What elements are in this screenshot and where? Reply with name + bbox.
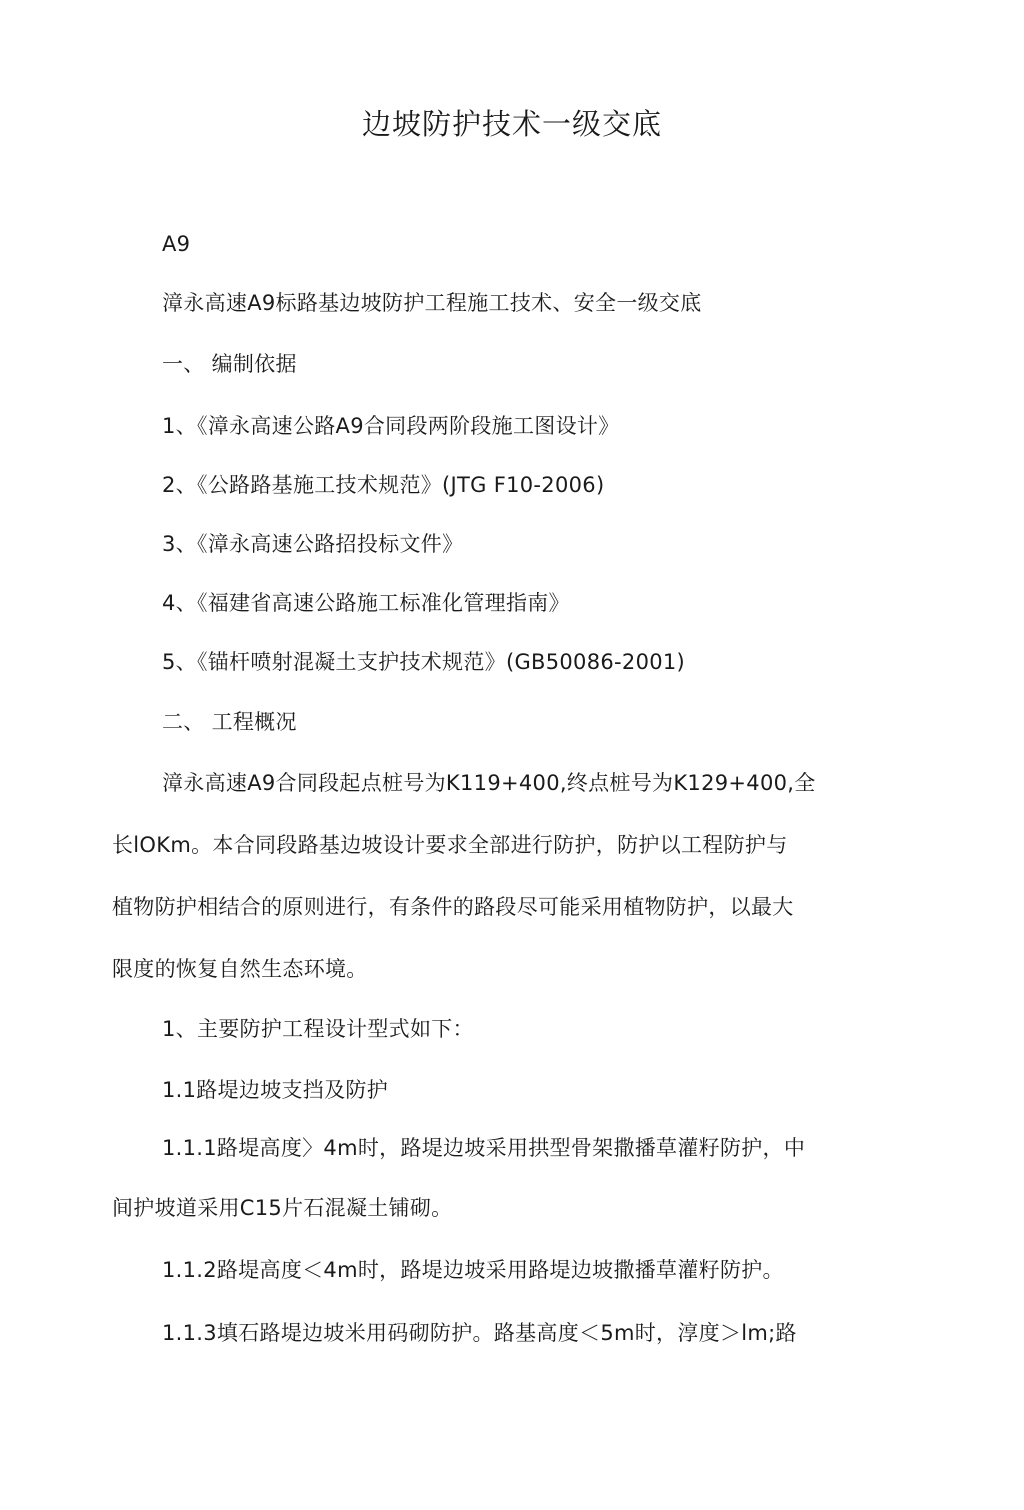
- basis-item-5: 5、《锚杆喷射混凝土支护技术规范》(GB50086-2001): [162, 650, 686, 674]
- document-title: 边坡防护技术一级交底: [361, 107, 662, 141]
- overview-paragraph-line-3: 植物防护相结合的原则进行，有条件的路段尽可能采用植物防护，以最大: [112, 895, 794, 919]
- heading-overview: 二、 工程概况: [162, 710, 297, 734]
- basis-item-4: 4、《福建省高速公路施工标准化管理指南》: [162, 591, 570, 615]
- overview-paragraph-line-4: 限度的恢复自然生态环境。: [112, 957, 368, 981]
- overview-paragraph-line-1: 漳永高速A9合同段起点桩号为K119+400,终点桩号为K129+400,全: [162, 771, 816, 795]
- overview-paragraph-line-2: 长lOKm。本合同段路基边坡设计要求全部进行防护，防护以工程防护与: [112, 833, 788, 857]
- heading-embankment-slope: 1.1路堤边坡支挡及防护: [162, 1078, 388, 1102]
- basis-item-1: 1、《漳永高速公路A9合同段两阶段施工图设计》: [162, 414, 620, 438]
- clause-1-1-3: 1.1.3填石路堤边坡米用码砌防护。路基高度＜5m时，淳度＞lm;路: [162, 1321, 797, 1345]
- document-subtitle: 漳永高速A9标路基边坡防护工程施工技术、安全一级交底: [162, 291, 702, 315]
- clause-1-1-1-line-1: 1.1.1路堤高度〉4m时，路堤边坡采用拱型骨架撒播草灌籽防护，中: [162, 1136, 806, 1160]
- heading-basis: 一、 编制依据: [162, 352, 297, 376]
- heading-design-types: 1、主要防护工程设计型式如下：: [162, 1017, 474, 1041]
- basis-item-2: 2、《公路路基施工技术规范》(JTG F10-2006): [162, 473, 605, 497]
- section-code: A9: [162, 232, 191, 256]
- clause-1-1-1-line-2: 间护坡道采用C15片石混凝土铺砌。: [112, 1196, 453, 1220]
- basis-item-3: 3、《漳永高速公路招投标文件》: [162, 532, 464, 556]
- clause-1-1-2: 1.1.2路堤高度＜4m时，路堤边坡采用路堤边坡撒播草灌籽防护。: [162, 1258, 784, 1282]
